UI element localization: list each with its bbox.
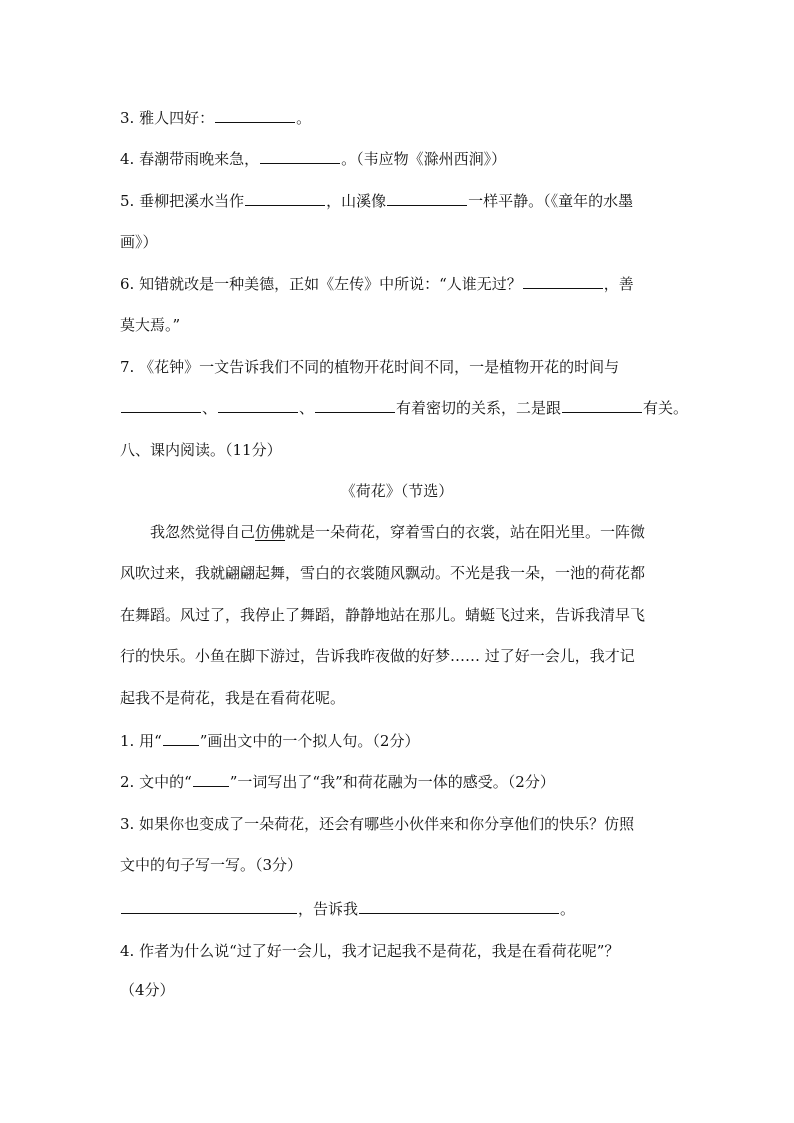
question-3: [120, 108, 680, 130]
question-number: 2.: [120, 773, 140, 791]
answer-blank[interactable]: [163, 731, 199, 746]
answer-blank[interactable]: [315, 398, 395, 413]
underlined-word: 仿佛: [255, 523, 286, 541]
question-number: 3.: [120, 815, 140, 833]
question-number: 4.: [120, 942, 140, 960]
question-text: 有关。: [643, 399, 689, 417]
question-text: 春潮带雨晚来急，: [139, 150, 260, 168]
sub-question-1: [120, 731, 680, 753]
question-7: [120, 357, 680, 379]
section-heading: 八、课内阅读。（11分）: [120, 441, 282, 459]
question-6-continued: 莫大焉。”: [120, 316, 181, 334]
answer-blank[interactable]: [121, 398, 201, 413]
question-text: ，告诉我: [298, 900, 359, 918]
question-text: 文中的“: [139, 773, 192, 791]
question-text: 《花钟》一文告诉我们不同的植物开花时间不同，一是植物开花的时间与: [139, 358, 620, 376]
passage-text: 就是一朵荷花，穿着雪白的衣裳，站在阳光里。一阵微: [285, 523, 646, 541]
sub-question-3-continued: 文中的句子写一写。（3分）: [120, 856, 303, 874]
question-text: 一样平静。（《童年的水墨: [468, 192, 634, 210]
sub-question-4: [120, 941, 680, 963]
answer-blank[interactable]: [245, 191, 325, 206]
question-number: 3.: [120, 109, 140, 127]
sub-question-4-continued: （4分）: [120, 981, 175, 999]
answer-blank[interactable]: [523, 274, 603, 289]
answer-blank[interactable]: [562, 398, 642, 413]
answer-blank[interactable]: [359, 899, 559, 914]
question-text: 雅人四好：: [139, 109, 215, 127]
question-number: 4.: [120, 150, 140, 168]
question-6: [120, 274, 680, 296]
passage-line: 在舞蹈。风过了，我停止了舞蹈，静静地站在那儿。蜻蜓飞过来，告诉我清早飞: [120, 606, 646, 624]
question-text: 如果你也变成了一朵荷花，还会有哪些小伙伴来和你分享他们的快乐？仿照: [139, 815, 635, 833]
passage-line: 风吹过来，我就翩翩起舞，雪白的衣裳随风飘动。不光是我一朵，一池的荷花都: [120, 564, 646, 582]
question-text: ”一词写出了“我”和荷花融为一体的感受。（2分）: [229, 773, 555, 791]
question-text: 、: [299, 399, 315, 417]
passage-line: [120, 522, 710, 544]
answer-blank[interactable]: [387, 191, 467, 206]
answer-blank[interactable]: [218, 398, 298, 413]
question-4: [120, 149, 680, 171]
question-number: 6.: [120, 275, 140, 293]
question-5: [120, 191, 680, 213]
question-number: 1.: [120, 732, 140, 750]
question-text: ，山溪像: [326, 192, 387, 210]
passage-line: 起我不是荷花，我是在看荷花呢。: [120, 689, 346, 707]
passage-text: 我忽然觉得自己: [150, 523, 256, 541]
question-5-continued: 画》）: [120, 233, 158, 251]
sub-question-3: [120, 814, 680, 836]
question-text: 有着密切的关系，二是跟: [396, 399, 562, 417]
question-text: ，善: [603, 275, 634, 293]
passage-line: 行的快乐。小鱼在脚下游过，告诉我昨夜做的好梦…… 过了好一会儿，我才记: [120, 647, 635, 665]
question-text: 用“: [139, 732, 162, 750]
sub-question-2: [120, 772, 680, 794]
passage-title: 《荷花》（节选）: [340, 482, 454, 500]
answer-blank[interactable]: [215, 108, 295, 123]
question-text: ”画出文中的一个拟人句。（2分）: [199, 732, 420, 750]
answer-blank[interactable]: [193, 772, 229, 787]
question-text: 知错就改是一种美德，正如《左传》中所说：“人谁无过？: [139, 275, 522, 293]
question-text: 垂柳把溪水当作: [139, 192, 245, 210]
question-text: 作者为什么说“过了好一会儿，我才记起我不是荷花，我是在看荷花呢”？: [139, 942, 620, 960]
answer-blank[interactable]: [260, 149, 340, 164]
question-7-continued: [120, 398, 689, 420]
question-text: 。（韦应物《滁州西涧》）: [341, 150, 507, 168]
sub-question-3-answer: [120, 899, 680, 921]
question-text: 。: [296, 109, 312, 127]
question-number: 5.: [120, 192, 140, 210]
answer-blank[interactable]: [121, 899, 297, 914]
question-number: 7.: [120, 358, 140, 376]
question-text: 。: [560, 900, 576, 918]
question-text: 、: [202, 399, 218, 417]
